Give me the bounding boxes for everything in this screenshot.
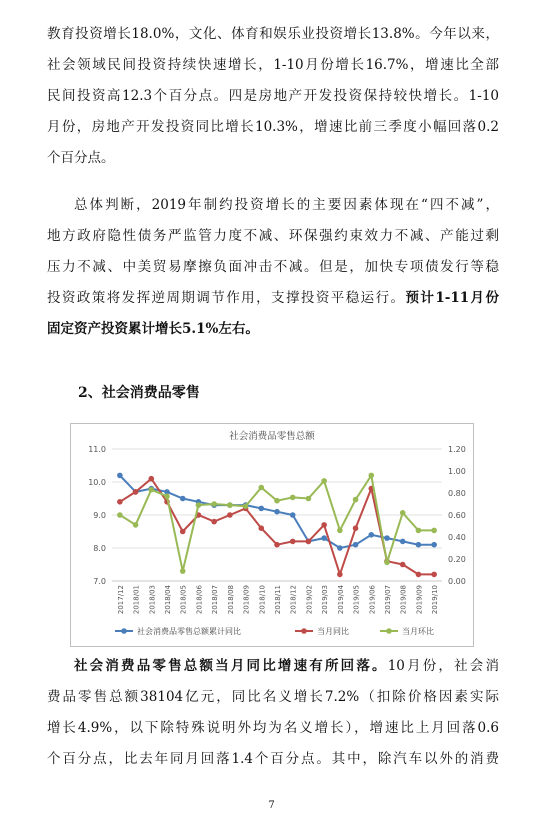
data-point (117, 499, 123, 505)
x-tick-label: 2018/03 (148, 585, 157, 615)
paragraph-investment (47, 19, 499, 174)
data-point (258, 506, 264, 512)
x-tick-label: 2019/06 (368, 585, 377, 615)
x-tick-label: 2018/08 (226, 585, 235, 615)
text-line: 月份，房地产开发投资同比增长10.3%，增速比前三季度小幅回落0.2 (47, 119, 499, 135)
data-point (306, 496, 312, 502)
data-point (180, 529, 186, 535)
data-point (164, 494, 170, 500)
data-point (148, 476, 154, 482)
text-line: 教育投资增长18.0%，文化、体育和娱乐业投资增长13.8%。今年以来， (47, 26, 499, 42)
x-tick-label: 2018/05 (179, 585, 188, 615)
data-point (321, 535, 327, 541)
page-number: 7 (268, 800, 275, 811)
text-line: 社会领域民间投资持续快速增长，1-10月份增长16.7%，增速比全部 (47, 57, 499, 73)
y-left-tick-label: 10.0 (88, 478, 106, 487)
x-tick-label: 2018/09 (242, 585, 251, 615)
data-point (353, 525, 359, 531)
data-point (306, 539, 312, 545)
x-tick-label: 2019/04 (336, 585, 345, 615)
x-tick-label: 2018/04 (164, 585, 172, 615)
y-right-tick-label: 0.00 (448, 577, 466, 586)
section-heading: 2、社会消费品零售 (78, 385, 200, 401)
legend-swatch-marker (386, 628, 392, 634)
data-point (321, 478, 327, 484)
text-line: 压力不减、中美贸易摩擦负面冲击不减。但是，加快专项债发行等稳 (47, 259, 499, 275)
data-point (148, 487, 154, 493)
data-point (227, 502, 233, 508)
data-point (400, 510, 406, 516)
data-point (290, 539, 296, 545)
paragraph-retail (47, 651, 499, 775)
y-left-tick-label: 8.0 (93, 544, 106, 553)
legend-swatch-marker (121, 628, 127, 634)
data-point (133, 522, 139, 528)
data-point (196, 502, 202, 508)
y-right-tick-label: 0.20 (448, 555, 466, 564)
data-point (384, 560, 390, 566)
x-tick-label: 2019/08 (399, 585, 408, 615)
text-line (47, 283, 499, 314)
data-point (368, 473, 374, 479)
data-point (290, 495, 296, 501)
y-left-tick-label: 11.0 (88, 445, 106, 454)
x-tick-label: 2018/10 (258, 585, 267, 615)
data-point (243, 503, 249, 509)
data-point (337, 545, 343, 551)
data-point (274, 509, 280, 515)
data-point (353, 497, 359, 503)
x-tick-label: 2019/02 (305, 585, 314, 615)
data-point (384, 535, 390, 541)
data-point (258, 525, 264, 531)
bold-forecast-line: 固定资产投资累计增长5.1%左右。 (47, 321, 259, 337)
x-tick-label: 2018/06 (195, 585, 204, 615)
data-point (117, 512, 123, 518)
x-tick-label: 2019/07 (384, 585, 392, 615)
y-right-tick-label: 1.20 (448, 445, 466, 454)
data-point (431, 528, 437, 534)
y-left-tick-label: 9.0 (93, 511, 106, 520)
data-point (274, 498, 280, 504)
paragraph-overall-judgment (47, 190, 499, 345)
text-line (47, 190, 499, 221)
y-right-tick-label: 0.80 (448, 489, 466, 498)
bold-forecast: 预计1-11月份 (405, 290, 499, 306)
data-point (227, 512, 233, 518)
x-tick-label: 2019/10 (431, 585, 440, 615)
data-point (431, 572, 437, 578)
data-point (274, 542, 280, 548)
text-line: 增长4.9%，以下除特殊说明外均为名义增长），增速比上月回落0.6 (47, 720, 499, 736)
x-tick-label: 2019/03 (321, 585, 330, 615)
data-point (416, 572, 422, 578)
data-point (400, 562, 406, 568)
x-tick-label: 2018/11 (274, 585, 282, 615)
data-point (400, 539, 406, 545)
text-fragment: 10月份，社会消 (387, 658, 499, 674)
y-right-tick-label: 0.40 (448, 533, 466, 542)
data-point (290, 512, 296, 518)
text-fragment: 投资政策将发挥逆周期调节作用，支撑投资平稳运行。 (47, 290, 406, 306)
x-tick-label: 2018/12 (289, 585, 298, 615)
x-tick-label: 2019/05 (352, 585, 361, 615)
data-point (416, 528, 422, 534)
data-point (416, 542, 422, 548)
data-point (337, 572, 343, 578)
data-point (337, 528, 343, 534)
chart-title: 社会消费品零售总额 (229, 431, 315, 442)
y-right-tick-label: 1.00 (448, 467, 466, 476)
x-tick-label: 2018/01 (132, 585, 141, 615)
x-tick-label: 2018/07 (211, 585, 220, 615)
text-line (47, 651, 499, 682)
data-point (353, 542, 359, 548)
chart-svg (70, 423, 474, 647)
x-tick-label: 2019/09 (415, 585, 424, 615)
text-line: 个百分点。 (47, 150, 115, 166)
data-point (211, 501, 217, 507)
y-right-tick-label: 0.60 (448, 511, 466, 520)
text-line: 个百分点，比去年同月回落1.4个百分点。其中，除汽车以外的消费 (47, 751, 499, 767)
legend-label: 当月环比 (402, 627, 434, 636)
retail-sales-chart (70, 423, 474, 647)
data-point (180, 568, 186, 574)
data-point (180, 496, 186, 502)
x-tick-label: 2017/12 (116, 585, 125, 615)
y-left-tick-label: 7.0 (93, 577, 106, 586)
text-line: 民间投资高12.3个百分点。四是房地产开发投资保持较快增长。1-10 (47, 88, 499, 104)
text-fragment: 总体判断，2019年制约投资增长的主要因素体现在“四不减”， (74, 197, 499, 213)
data-point (133, 489, 139, 495)
legend-swatch-marker (301, 628, 307, 634)
text-line: 地方政府隐性债务严监管力度不减、环保强约束效力不减、产能过剩 (47, 228, 499, 244)
data-point (117, 473, 123, 479)
bold-lead: 社会消费品零售总额当月同比增速有所回落。 (74, 658, 388, 674)
text-line: 费品零售总额38104亿元，同比名义增长7.2%（扣除价格因素实际 (47, 689, 499, 705)
data-point (211, 519, 217, 525)
data-point (258, 485, 264, 491)
chart-frame (71, 424, 474, 647)
legend-label: 当月同比 (317, 627, 349, 636)
data-point (368, 532, 374, 538)
data-point (321, 522, 327, 528)
data-point (431, 542, 437, 548)
legend-label: 社会消费品零售总额累计同比 (137, 627, 241, 636)
